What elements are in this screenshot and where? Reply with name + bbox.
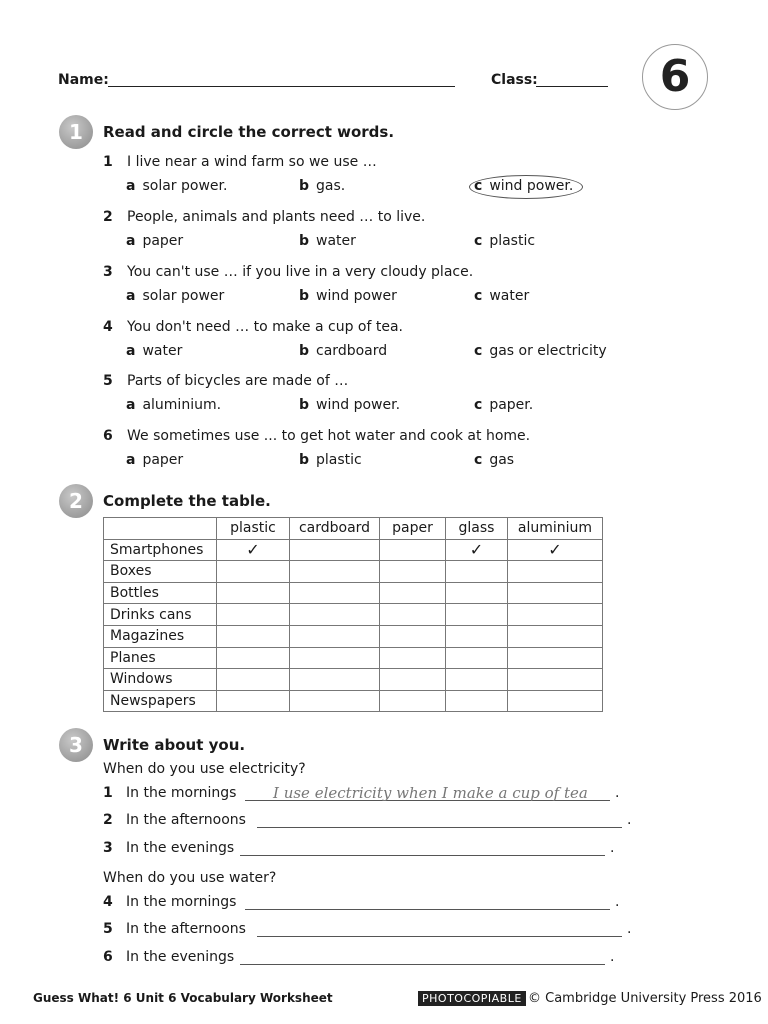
table-cell[interactable] xyxy=(380,690,446,712)
answer-line[interactable] xyxy=(245,909,610,910)
option-letter: b xyxy=(299,288,310,304)
table-cell[interactable] xyxy=(380,561,446,583)
line-prompt: In the afternoons xyxy=(126,921,246,937)
table-cell[interactable] xyxy=(290,625,380,647)
line-number: 1 xyxy=(103,785,113,801)
table-cell[interactable]: ✓ xyxy=(508,539,603,561)
table-cell[interactable] xyxy=(508,669,603,691)
option-text: solar power. xyxy=(142,178,228,194)
option-text: cardboard xyxy=(316,343,388,359)
option-c[interactable] xyxy=(474,452,514,468)
option-text: water xyxy=(142,343,183,359)
table-row xyxy=(104,669,603,691)
option-text: wind power. xyxy=(316,397,401,413)
table-row xyxy=(104,539,603,561)
question-number: 5 xyxy=(103,373,113,389)
table-cell[interactable] xyxy=(380,669,446,691)
row-label: Magazines xyxy=(104,625,217,647)
table-row xyxy=(104,625,603,647)
table-cell[interactable] xyxy=(217,604,290,626)
line-number: 4 xyxy=(103,894,113,910)
row-label: Drinks cans xyxy=(104,604,217,626)
table-cell[interactable] xyxy=(508,647,603,669)
line-end-period: . xyxy=(610,840,615,856)
line-end-period: . xyxy=(627,812,632,828)
question-stem: You can't use … if you live in a very cloudy place. xyxy=(127,264,474,280)
table-row xyxy=(104,604,603,626)
option-c[interactable] xyxy=(474,343,607,359)
electricity-question: When do you use electricity? xyxy=(103,761,306,777)
option-text: solar power xyxy=(142,288,225,304)
option-a[interactable] xyxy=(126,452,183,468)
section-3-badge: 3 xyxy=(59,728,93,762)
option-a[interactable] xyxy=(126,178,227,194)
question-number: 6 xyxy=(103,428,113,444)
option-letter: b xyxy=(299,397,310,413)
section-3-title: Write about you. xyxy=(103,736,246,754)
option-text: wind power. xyxy=(489,178,574,194)
column-header: cardboard xyxy=(290,518,380,540)
table-cell[interactable] xyxy=(217,561,290,583)
class-field[interactable] xyxy=(536,86,608,87)
water-question: When do you use water? xyxy=(103,870,277,886)
circled-answer-mark xyxy=(469,175,583,199)
table-header-row xyxy=(104,518,603,540)
option-letter: b xyxy=(299,452,310,468)
table-cell[interactable] xyxy=(446,561,508,583)
photocopiable-label: PHOTOCOPIABLE xyxy=(418,991,526,1006)
question-stem: I live near a wind farm so we use … xyxy=(127,154,377,170)
table-cell[interactable] xyxy=(446,690,508,712)
option-a[interactable] xyxy=(126,397,221,413)
option-letter: c xyxy=(474,452,483,468)
table-cell[interactable] xyxy=(508,690,603,712)
table-cell[interactable] xyxy=(290,690,380,712)
option-letter: b xyxy=(299,178,310,194)
answer-line[interactable] xyxy=(257,827,622,828)
column-header: paper xyxy=(380,518,446,540)
option-text: aluminium. xyxy=(142,397,222,413)
table-cell[interactable] xyxy=(217,582,290,604)
table-cell[interactable] xyxy=(508,582,603,604)
option-b[interactable] xyxy=(299,397,400,413)
table-row xyxy=(104,647,603,669)
question-stem: We sometimes use ... to get hot water and cook at home. xyxy=(127,428,531,444)
table-cell[interactable] xyxy=(290,647,380,669)
table-cell[interactable] xyxy=(290,539,380,561)
table-corner xyxy=(104,518,217,540)
table-cell[interactable] xyxy=(290,604,380,626)
option-letter: c xyxy=(474,397,483,413)
table-row xyxy=(104,561,603,583)
answer-line[interactable] xyxy=(257,936,622,937)
line-end-period: . xyxy=(610,949,615,965)
section-1-title: Read and circle the correct words. xyxy=(103,123,395,141)
column-header: aluminium xyxy=(508,518,603,540)
line-number: 2 xyxy=(103,812,113,828)
option-text: paper xyxy=(142,452,184,468)
section-1-badge: 1 xyxy=(59,115,93,149)
option-text: paper. xyxy=(489,397,534,413)
option-letter: a xyxy=(126,397,136,413)
option-letter: c xyxy=(474,343,483,359)
table-cell[interactable] xyxy=(380,582,446,604)
table-cell[interactable] xyxy=(380,647,446,669)
line-prompt: In the mornings xyxy=(126,785,237,801)
table-cell[interactable] xyxy=(446,647,508,669)
column-header: glass xyxy=(446,518,508,540)
line-end-period: . xyxy=(627,921,632,937)
table-cell[interactable] xyxy=(508,604,603,626)
table-cell[interactable] xyxy=(290,561,380,583)
table-cell[interactable] xyxy=(290,669,380,691)
option-c[interactable] xyxy=(474,288,529,304)
line-end-period: . xyxy=(615,785,620,801)
option-b[interactable] xyxy=(299,233,356,249)
row-label: Boxes xyxy=(104,561,217,583)
table-cell[interactable] xyxy=(446,625,508,647)
question-number: 3 xyxy=(103,264,113,280)
option-text: water xyxy=(489,288,530,304)
table-cell[interactable] xyxy=(446,582,508,604)
answer-line[interactable] xyxy=(240,964,605,965)
question-number: 4 xyxy=(103,319,113,335)
option-letter: b xyxy=(299,343,310,359)
option-letter: c xyxy=(474,178,483,194)
table-cell[interactable] xyxy=(508,561,603,583)
table-cell[interactable] xyxy=(446,669,508,691)
option-c[interactable] xyxy=(474,233,535,249)
row-label: Planes xyxy=(104,647,217,669)
materials-table xyxy=(103,517,603,712)
option-a[interactable] xyxy=(126,288,224,304)
section-2-badge: 2 xyxy=(59,484,93,518)
table-cell[interactable]: ✓ xyxy=(446,539,508,561)
option-text: gas xyxy=(489,452,515,468)
line-end-period: . xyxy=(615,894,620,910)
option-b[interactable] xyxy=(299,178,345,194)
option-text: gas. xyxy=(316,178,346,194)
option-text: wind power xyxy=(316,288,397,304)
table-cell[interactable] xyxy=(446,604,508,626)
table-cell[interactable] xyxy=(380,625,446,647)
option-b[interactable] xyxy=(299,452,362,468)
option-text: paper xyxy=(142,233,184,249)
name-label: Name: xyxy=(58,72,109,88)
line-prompt: In the evenings xyxy=(126,840,235,856)
table-row xyxy=(104,690,603,712)
question-number: 2 xyxy=(103,209,113,225)
table-cell[interactable]: ✓ xyxy=(217,539,290,561)
option-a[interactable] xyxy=(126,343,182,359)
option-letter: a xyxy=(126,288,136,304)
option-text: water xyxy=(316,233,356,249)
line-number: 3 xyxy=(103,840,113,856)
option-letter: a xyxy=(126,233,136,249)
option-letter: c xyxy=(474,233,483,249)
table-cell[interactable] xyxy=(380,539,446,561)
photocopiable-badge xyxy=(418,991,526,1005)
section-2-title: Complete the table. xyxy=(103,492,271,510)
table-cell[interactable] xyxy=(508,625,603,647)
option-b[interactable] xyxy=(299,343,387,359)
line-number: 5 xyxy=(103,921,113,937)
line-prompt: In the afternoons xyxy=(126,812,246,828)
row-label: Bottles xyxy=(104,582,217,604)
question-number: 1 xyxy=(103,154,113,170)
option-letter: a xyxy=(126,343,136,359)
row-label: Smartphones xyxy=(104,539,217,561)
table-cell[interactable] xyxy=(380,604,446,626)
option-a[interactable] xyxy=(126,233,183,249)
option-text: plastic xyxy=(489,233,536,249)
answer-line[interactable] xyxy=(240,855,605,856)
option-c[interactable] xyxy=(474,397,533,413)
unit-number-badge: 6 xyxy=(642,44,708,110)
table-cell[interactable] xyxy=(217,690,290,712)
option-letter: c xyxy=(474,288,483,304)
table-cell[interactable] xyxy=(217,625,290,647)
option-text: gas or electricity xyxy=(489,343,607,359)
option-letter: a xyxy=(126,452,136,468)
option-letter: b xyxy=(299,233,310,249)
row-label: Newspapers xyxy=(104,690,217,712)
class-label: Class: xyxy=(491,72,538,88)
option-letter: a xyxy=(126,178,136,194)
column-header: plastic xyxy=(217,518,290,540)
footer-title: Guess What! 6 Unit 6 Vocabulary Worksheet xyxy=(33,991,333,1005)
question-stem: You don't need … to make a cup of tea. xyxy=(127,319,403,335)
table-cell[interactable] xyxy=(217,647,290,669)
line-prompt: In the mornings xyxy=(126,894,237,910)
option-b[interactable] xyxy=(299,288,397,304)
name-field[interactable] xyxy=(108,86,455,87)
row-label: Windows xyxy=(104,669,217,691)
line-prompt: In the evenings xyxy=(126,949,235,965)
table-cell[interactable] xyxy=(217,669,290,691)
question-stem: Parts of bicycles are made of … xyxy=(127,373,349,389)
copyright: © Cambridge University Press 2016 xyxy=(528,991,762,1006)
table-cell[interactable] xyxy=(290,582,380,604)
option-text: plastic xyxy=(316,452,362,468)
table-row xyxy=(104,582,603,604)
line-number: 6 xyxy=(103,949,113,965)
sample-answer: I use electricity when I make a cup of tea xyxy=(273,784,588,802)
question-stem: People, animals and plants need … to live. xyxy=(127,209,426,225)
